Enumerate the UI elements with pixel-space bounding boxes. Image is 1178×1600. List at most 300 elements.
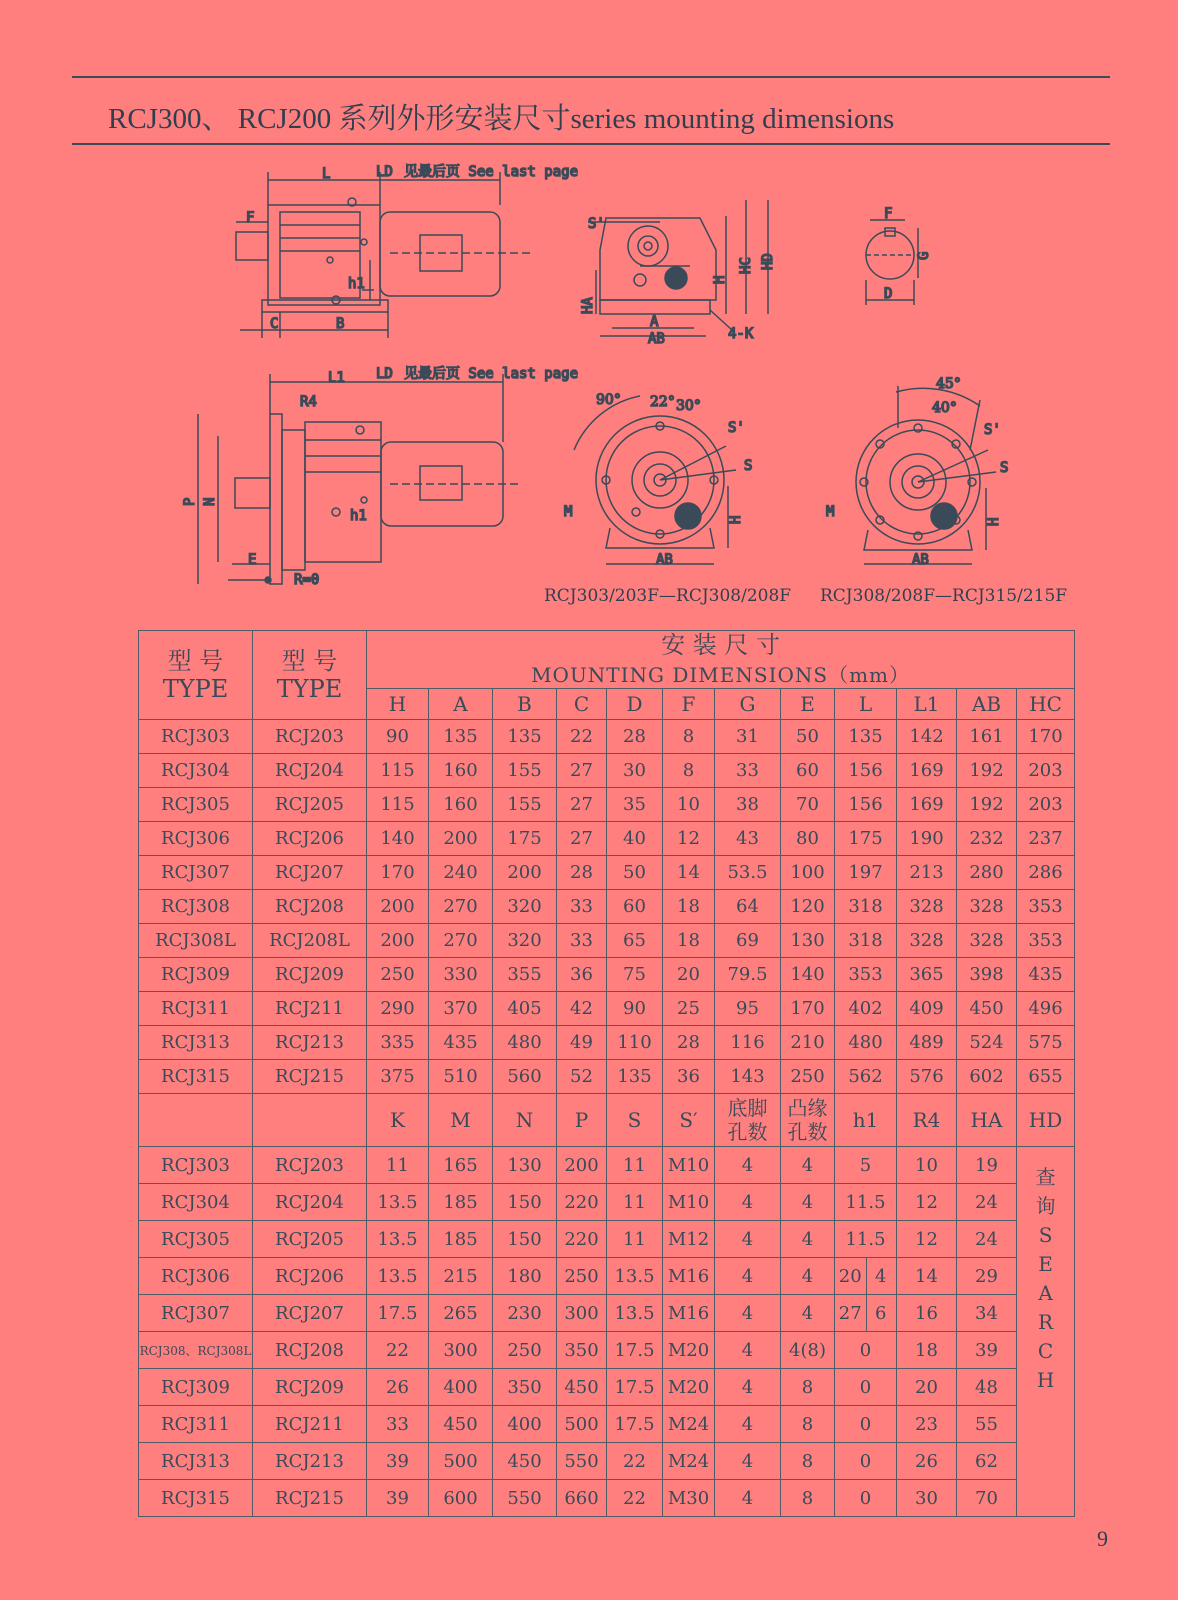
value-cell: 328 [897, 924, 957, 958]
value-cell: M16 [663, 1258, 715, 1295]
dim-M-right: M [826, 504, 835, 520]
h1-value-b: 6 [875, 1302, 887, 1324]
value-cell: 250 [367, 958, 429, 992]
value-cell: 13.5 [607, 1295, 663, 1332]
value-cell: 330 [429, 958, 493, 992]
value-cell: 170 [781, 992, 835, 1026]
value-cell: 130 [493, 1147, 557, 1184]
value-cell: 200 [557, 1147, 607, 1184]
value-cell: 135 [493, 720, 557, 754]
value-cell: 90 [607, 992, 663, 1026]
value-cell: 300 [557, 1295, 607, 1332]
type-cell: RCJ206 [253, 822, 367, 856]
value-cell: 8 [781, 1369, 835, 1406]
value-cell: 17.5 [607, 1369, 663, 1406]
hd-note-char: 查 [1035, 1165, 1056, 1189]
title-underline [72, 143, 1110, 145]
value-cell: 213 [897, 856, 957, 890]
ha-cell: 24 [957, 1184, 1017, 1221]
value-cell: 33 [557, 890, 607, 924]
dim-H-top: H [712, 275, 728, 284]
value-cell: 69 [715, 924, 781, 958]
value-cell: 450 [429, 1406, 493, 1443]
type-header-2: 型 号 TYPE [253, 631, 367, 720]
value-cell: 375 [367, 1060, 429, 1094]
value-cell: 286 [1017, 856, 1075, 890]
value-cell: 13.5 [607, 1258, 663, 1295]
value-cell: 480 [835, 1026, 897, 1060]
value-cell: 200 [367, 890, 429, 924]
col-HD: HD [1017, 1094, 1075, 1147]
col-S: S [607, 1094, 663, 1147]
col-R4: R4 [897, 1094, 957, 1147]
mounting-header: 安 装 尺 寸 MOUNTING DIMENSIONS（mm） [367, 631, 1075, 689]
value-cell: 524 [957, 1026, 1017, 1060]
technical-drawings [0, 160, 1178, 620]
dim-H-right: H [986, 517, 1002, 526]
dim-F-section: F [884, 206, 893, 222]
value-cell: 160 [429, 754, 493, 788]
h1-cell: 11.5 [835, 1184, 897, 1221]
table-row [139, 1406, 1075, 1443]
columns-header-2 [139, 1094, 1075, 1147]
value-cell: 328 [957, 924, 1017, 958]
r4-cell: 12 [897, 1221, 957, 1258]
table-row [139, 958, 1075, 992]
value-cell: 17.5 [607, 1406, 663, 1443]
col-HA: HA [957, 1094, 1017, 1147]
value-cell: 175 [493, 822, 557, 856]
type-cell: RCJ206 [253, 1258, 367, 1295]
dim-F: F [246, 210, 255, 226]
ha-cell: 39 [957, 1332, 1017, 1369]
col-flange-holes: 凸缘 孔数 [781, 1094, 835, 1147]
see-last-page-1: 见最后页 See last page [404, 164, 579, 180]
table-row [139, 1369, 1075, 1406]
value-cell: 142 [897, 720, 957, 754]
value-cell: 203 [1017, 754, 1075, 788]
col-h: H [367, 689, 429, 720]
value-cell: 576 [897, 1060, 957, 1094]
dim-P: P [182, 497, 198, 506]
value-cell: 450 [957, 992, 1017, 1026]
value-cell: 155 [493, 788, 557, 822]
h1-cell: 0 [835, 1443, 897, 1480]
ha-cell: 55 [957, 1406, 1017, 1443]
h1-cell: 11.5 [835, 1221, 897, 1258]
value-cell: 35 [607, 788, 663, 822]
value-cell: 190 [897, 822, 957, 856]
type-cell: RCJ204 [253, 1184, 367, 1221]
dim-B: B [336, 316, 345, 332]
value-cell: 169 [897, 788, 957, 822]
type-cell: RCJ205 [253, 1221, 367, 1258]
value-cell: 22 [367, 1332, 429, 1369]
table-row [139, 1060, 1075, 1094]
table-row [139, 1480, 1075, 1517]
flange-mount-side-view [198, 374, 520, 584]
col-M: M [429, 1094, 493, 1147]
value-cell: 161 [957, 720, 1017, 754]
value-cell: 100 [781, 856, 835, 890]
value-cell: 409 [897, 992, 957, 1026]
r4-cell: 23 [897, 1406, 957, 1443]
table-row [139, 890, 1075, 924]
table-row [139, 754, 1075, 788]
col-hc: HC [1017, 689, 1075, 720]
dim-s-prime-right: S' [984, 422, 1001, 438]
value-cell: 250 [781, 1060, 835, 1094]
page-title: RCJ300、 RCJ200 系列外形安装尺寸series mounting dimensions [108, 103, 895, 135]
value-cell: 4 [781, 1258, 835, 1295]
value-cell: 350 [493, 1369, 557, 1406]
dim-HA: HA [580, 297, 596, 314]
value-cell: 150 [493, 1184, 557, 1221]
value-cell: 130 [781, 924, 835, 958]
hd-note-char: E [1038, 1252, 1053, 1276]
type-cell: RCJ309 [139, 958, 253, 992]
value-cell: M30 [663, 1480, 715, 1517]
top-rule [72, 76, 1110, 78]
value-cell: 156 [835, 754, 897, 788]
value-cell: 320 [493, 924, 557, 958]
value-cell: 115 [367, 788, 429, 822]
page-number: 9 [1097, 1526, 1108, 1551]
dimensions-table [138, 630, 1075, 1517]
value-cell: 40 [607, 822, 663, 856]
value-cell: 405 [493, 992, 557, 1026]
type-cell: RCJ311 [139, 1406, 253, 1443]
dim-AB-top: AB [648, 331, 665, 347]
caption-right: RCJ308/208F—RCJ315/215F [820, 586, 1068, 606]
value-cell: 31 [715, 720, 781, 754]
value-cell: 120 [781, 890, 835, 924]
value-cell: 4 [781, 1184, 835, 1221]
value-cell: 8 [781, 1443, 835, 1480]
flange-front-view-small [574, 396, 736, 564]
value-cell: 450 [493, 1443, 557, 1480]
value-cell: 290 [367, 992, 429, 1026]
type-cell: RCJ208L [253, 924, 367, 958]
value-cell: 143 [715, 1060, 781, 1094]
value-cell: 660 [557, 1480, 607, 1517]
dim-h1: h1 [348, 276, 365, 292]
col-f: F [663, 689, 715, 720]
value-cell: 240 [429, 856, 493, 890]
value-cell: 22 [607, 1480, 663, 1517]
dim-LD-bottom: LD [376, 366, 393, 382]
col-foot-holes: 底脚 孔数 [715, 1094, 781, 1147]
col-ab: AB [957, 689, 1017, 720]
value-cell: 28 [663, 1026, 715, 1060]
value-cell: M10 [663, 1184, 715, 1221]
value-cell: 4 [715, 1258, 781, 1295]
value-cell: 4 [781, 1295, 835, 1332]
table-row [139, 788, 1075, 822]
value-cell: 353 [1017, 890, 1075, 924]
table-row [139, 856, 1075, 890]
value-cell: 8 [663, 720, 715, 754]
table-row [139, 720, 1075, 754]
value-cell: 192 [957, 754, 1017, 788]
ha-cell: 62 [957, 1443, 1017, 1480]
ha-cell: 19 [957, 1147, 1017, 1184]
hd-note-char: 询 [1035, 1194, 1056, 1218]
value-cell: 39 [367, 1480, 429, 1517]
value-cell: 4 [781, 1221, 835, 1258]
value-cell: 400 [429, 1369, 493, 1406]
value-cell: 335 [367, 1026, 429, 1060]
dim-HC: HC [738, 257, 754, 274]
h1-cell: 0 [835, 1332, 897, 1369]
type-cell: RCJ205 [253, 788, 367, 822]
value-cell: 28 [607, 720, 663, 754]
value-cell: 8 [781, 1480, 835, 1517]
value-cell: 160 [429, 788, 493, 822]
value-cell: 4 [715, 1147, 781, 1184]
ha-cell: 29 [957, 1258, 1017, 1295]
value-cell: 435 [1017, 958, 1075, 992]
table-row [139, 992, 1075, 1026]
type-cell: RCJ305 [139, 788, 253, 822]
type-header-1: 型 号 TYPE [139, 631, 253, 720]
dim-E: E [248, 552, 257, 568]
r4-cell: 10 [897, 1147, 957, 1184]
type-cell: RCJ309 [139, 1369, 253, 1406]
value-cell: 52 [557, 1060, 607, 1094]
value-cell: 8 [781, 1406, 835, 1443]
col-l: L [835, 689, 897, 720]
value-cell: 496 [1017, 992, 1075, 1026]
type-cell: RCJ209 [253, 958, 367, 992]
type-cell: RCJ211 [253, 992, 367, 1026]
caption-left: RCJ303/203F—RCJ308/208F [544, 586, 792, 606]
value-cell: 355 [493, 958, 557, 992]
value-cell: 53.5 [715, 856, 781, 890]
value-cell: 11 [607, 1184, 663, 1221]
value-cell: 398 [957, 958, 1017, 992]
value-cell: 60 [607, 890, 663, 924]
value-cell: 169 [897, 754, 957, 788]
h1-cell [835, 1295, 897, 1332]
value-cell: 26 [367, 1369, 429, 1406]
table-row [139, 1026, 1075, 1060]
hd-search-note [1017, 1147, 1075, 1517]
value-cell: 215 [429, 1258, 493, 1295]
value-cell: 43 [715, 822, 781, 856]
col-d: D [607, 689, 663, 720]
dim-R0: R=0 [294, 572, 320, 588]
value-cell: 49 [557, 1026, 607, 1060]
r4-cell: 18 [897, 1332, 957, 1369]
value-cell: 116 [715, 1026, 781, 1060]
value-cell: 575 [1017, 1026, 1075, 1060]
ha-cell: 24 [957, 1221, 1017, 1258]
type-cell: RCJ303 [139, 720, 253, 754]
value-cell: 140 [781, 958, 835, 992]
value-cell: 175 [835, 822, 897, 856]
h1-value: 27 [835, 1295, 867, 1331]
value-cell: 4 [715, 1184, 781, 1221]
value-cell: 230 [493, 1295, 557, 1332]
dim-M-mid: M [564, 504, 573, 520]
value-cell: 180 [493, 1258, 557, 1295]
value-cell: 265 [429, 1295, 493, 1332]
type-cell: RCJ207 [253, 856, 367, 890]
value-cell: 90 [367, 720, 429, 754]
value-cell: 60 [781, 754, 835, 788]
table-row [139, 1258, 1075, 1295]
value-cell: 200 [493, 856, 557, 890]
h1-value: 20 [835, 1258, 867, 1294]
value-cell: 220 [557, 1184, 607, 1221]
table-row [139, 924, 1075, 958]
h1-cell: 5 [835, 1147, 897, 1184]
value-cell: 318 [835, 890, 897, 924]
type-cell: RCJ313 [139, 1443, 253, 1480]
type-cell: RCJ204 [253, 754, 367, 788]
dim-s-prime-top: S' [588, 216, 605, 232]
type-cell: RCJ308、RCJ308L [139, 1332, 253, 1369]
value-cell: 17.5 [607, 1332, 663, 1369]
type-cell: RCJ313 [139, 1026, 253, 1060]
angle-40: 40° [932, 400, 957, 416]
value-cell: 70 [781, 788, 835, 822]
value-cell: 28 [557, 856, 607, 890]
type-cell: RCJ315 [139, 1060, 253, 1094]
value-cell: 270 [429, 924, 493, 958]
type-cell: RCJ304 [139, 754, 253, 788]
type-cell: RCJ208 [253, 890, 367, 924]
type-cell: RCJ211 [253, 1406, 367, 1443]
r4-cell: 12 [897, 1184, 957, 1221]
value-cell: 480 [493, 1026, 557, 1060]
foot-mount-side-view [236, 172, 530, 338]
value-cell: 402 [835, 992, 897, 1026]
value-cell: 197 [835, 856, 897, 890]
value-cell: 185 [429, 1184, 493, 1221]
value-cell: 135 [607, 1060, 663, 1094]
value-cell: 280 [957, 856, 1017, 890]
type-cell: RCJ213 [253, 1026, 367, 1060]
value-cell: 170 [367, 856, 429, 890]
col-N: N [493, 1094, 557, 1147]
dim-D: D [884, 286, 893, 302]
type-cell: RCJ307 [139, 856, 253, 890]
value-cell: 170 [1017, 720, 1075, 754]
dim-G: G [916, 251, 932, 260]
value-cell: 22 [557, 720, 607, 754]
h1-cell: 0 [835, 1406, 897, 1443]
table-row [139, 1443, 1075, 1480]
dim-h1-bottom: h1 [350, 508, 367, 524]
value-cell: 150 [493, 1221, 557, 1258]
value-cell: 560 [493, 1060, 557, 1094]
value-cell: M16 [663, 1295, 715, 1332]
dim-A: A [650, 314, 659, 330]
value-cell: 602 [957, 1060, 1017, 1094]
type-cell: RCJ315 [139, 1480, 253, 1517]
value-cell: 80 [781, 822, 835, 856]
ha-cell: 48 [957, 1369, 1017, 1406]
value-cell: M20 [663, 1369, 715, 1406]
value-cell: 328 [897, 890, 957, 924]
type-cell: RCJ304 [139, 1184, 253, 1221]
value-cell: 75 [607, 958, 663, 992]
value-cell: 95 [715, 992, 781, 1026]
col-K: K [367, 1094, 429, 1147]
type-cell: RCJ305 [139, 1221, 253, 1258]
value-cell: 350 [557, 1332, 607, 1369]
value-cell: 13.5 [367, 1184, 429, 1221]
value-cell: 11 [607, 1221, 663, 1258]
angle-45: 45° [936, 376, 961, 392]
type-cell: RCJ203 [253, 1147, 367, 1184]
value-cell: 655 [1017, 1060, 1075, 1094]
col-l1: L1 [897, 689, 957, 720]
value-cell: 17.5 [367, 1295, 429, 1332]
value-cell: M24 [663, 1406, 715, 1443]
value-cell: 33 [367, 1406, 429, 1443]
table-row [139, 1332, 1075, 1369]
dim-N: N [202, 497, 218, 506]
value-cell: 30 [607, 754, 663, 788]
value-cell: 510 [429, 1060, 493, 1094]
value-cell: 79.5 [715, 958, 781, 992]
dim-S-mid: S [744, 458, 753, 474]
type-cell: RCJ209 [253, 1369, 367, 1406]
value-cell: 353 [1017, 924, 1075, 958]
value-cell: 33 [557, 924, 607, 958]
value-cell: 4 [715, 1221, 781, 1258]
ha-cell: 70 [957, 1480, 1017, 1517]
dim-C: C [270, 316, 279, 332]
type-cell: RCJ308L [139, 924, 253, 958]
value-cell: 20 [663, 958, 715, 992]
value-cell: 192 [957, 788, 1017, 822]
value-cell: 36 [557, 958, 607, 992]
value-cell: 22 [607, 1443, 663, 1480]
value-cell: 550 [557, 1443, 607, 1480]
value-cell: 140 [367, 822, 429, 856]
dim-4K: 4-K [728, 326, 754, 342]
value-cell: 4 [781, 1147, 835, 1184]
value-cell: 13.5 [367, 1221, 429, 1258]
table-row [139, 822, 1075, 856]
value-cell: 250 [493, 1332, 557, 1369]
ha-cell: 34 [957, 1295, 1017, 1332]
type-cell: RCJ307 [139, 1295, 253, 1332]
value-cell: 318 [835, 924, 897, 958]
value-cell: 353 [835, 958, 897, 992]
col-h1: h1 [835, 1094, 897, 1147]
table-row [139, 1147, 1075, 1184]
drawings-svg [0, 160, 1178, 620]
value-cell: M12 [663, 1221, 715, 1258]
r4-cell: 30 [897, 1480, 957, 1517]
value-cell: 42 [557, 992, 607, 1026]
r4-cell: 16 [897, 1295, 957, 1332]
value-cell: 320 [493, 890, 557, 924]
value-cell: 4 [715, 1443, 781, 1480]
type-cell: RCJ306 [139, 1258, 253, 1295]
value-cell: 38 [715, 788, 781, 822]
table-row [139, 1295, 1075, 1332]
value-cell: 328 [957, 890, 1017, 924]
value-cell: 500 [557, 1406, 607, 1443]
h1-cell: 0 [835, 1480, 897, 1517]
value-cell: 13.5 [367, 1258, 429, 1295]
